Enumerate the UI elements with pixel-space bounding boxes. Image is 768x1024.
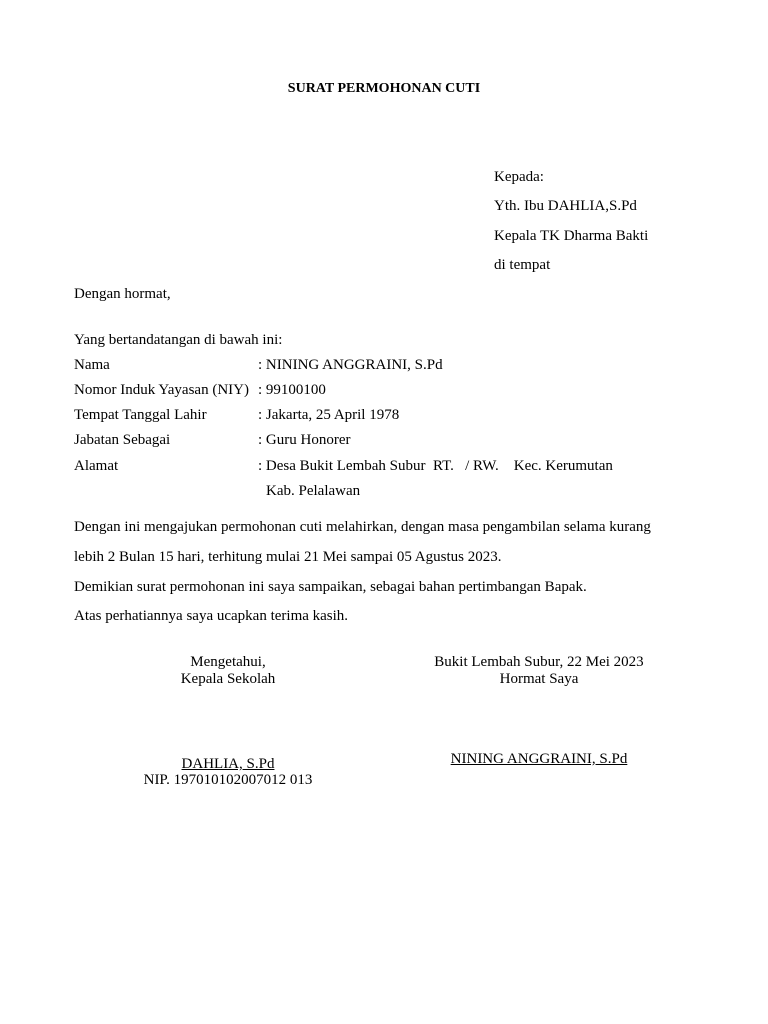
- paragraph-1-line-2: lebih 2 Bulan 15 hari, terhitung mulai 21 Mei sampai 05 Agustus 2023.: [74, 549, 502, 565]
- field-label-niy: Nomor Induk Yayasan (NIY): [74, 382, 249, 398]
- signature-left-heading: Mengetahui,: [190, 654, 266, 670]
- field-value-jabatan: : Guru Honorer: [258, 432, 351, 448]
- field-value-alamat-cont: Kab. Pelalawan: [266, 483, 361, 499]
- paragraph-2: Demikian surat permohonan ini saya sampaikan, sebagai bahan pertimbangan Bapak.: [74, 579, 587, 595]
- field-label-nama: Nama: [74, 357, 110, 373]
- paragraph-1-line-1: Dengan ini mengajukan permohonan cuti melahirkan, dengan masa pengambilan selama kurang: [74, 519, 651, 535]
- signature-left-nip: NIP. 197010102007012 013: [143, 772, 313, 788]
- signature-right-name: NINING ANGGRAINI, S.Pd: [450, 751, 628, 767]
- letter-title: SURAT PERMOHONAN CUTI: [287, 81, 481, 96]
- intro-line: Yang bertandatangan di bawah ini:: [74, 332, 283, 348]
- signature-left-name: DAHLIA, S.Pd: [181, 756, 275, 772]
- field-value-niy: : 99100100: [258, 382, 326, 398]
- paragraph-3: Atas perhatiannya saya ucapkan terima kasih.: [74, 608, 349, 624]
- field-value-alamat: : Desa Bukit Lembah Subur RT. / RW. Kec. Kerumutan: [258, 458, 613, 474]
- field-value-ttl: : Jakarta, 25 April 1978: [258, 407, 400, 423]
- field-label-jabatan: Jabatan Sebagai: [74, 432, 171, 448]
- recipient-position: Kepala TK Dharma Bakti: [494, 228, 649, 244]
- recipient-location: di tempat: [494, 257, 551, 273]
- greeting: Dengan hormat,: [74, 286, 171, 302]
- field-value-nama: : NINING ANGGRAINI, S.Pd: [258, 357, 443, 373]
- field-label-alamat: Alamat: [74, 458, 119, 474]
- recipient-name: Yth. Ibu DAHLIA,S.Pd: [494, 198, 637, 214]
- signature-right-closing: Hormat Saya: [499, 671, 579, 687]
- field-label-ttl: Tempat Tanggal Lahir: [74, 407, 207, 423]
- signature-left-position: Kepala Sekolah: [180, 671, 276, 687]
- recipient-heading: Kepada:: [494, 169, 544, 185]
- signature-right-date: Bukit Lembah Subur, 22 Mei 2023: [434, 654, 644, 670]
